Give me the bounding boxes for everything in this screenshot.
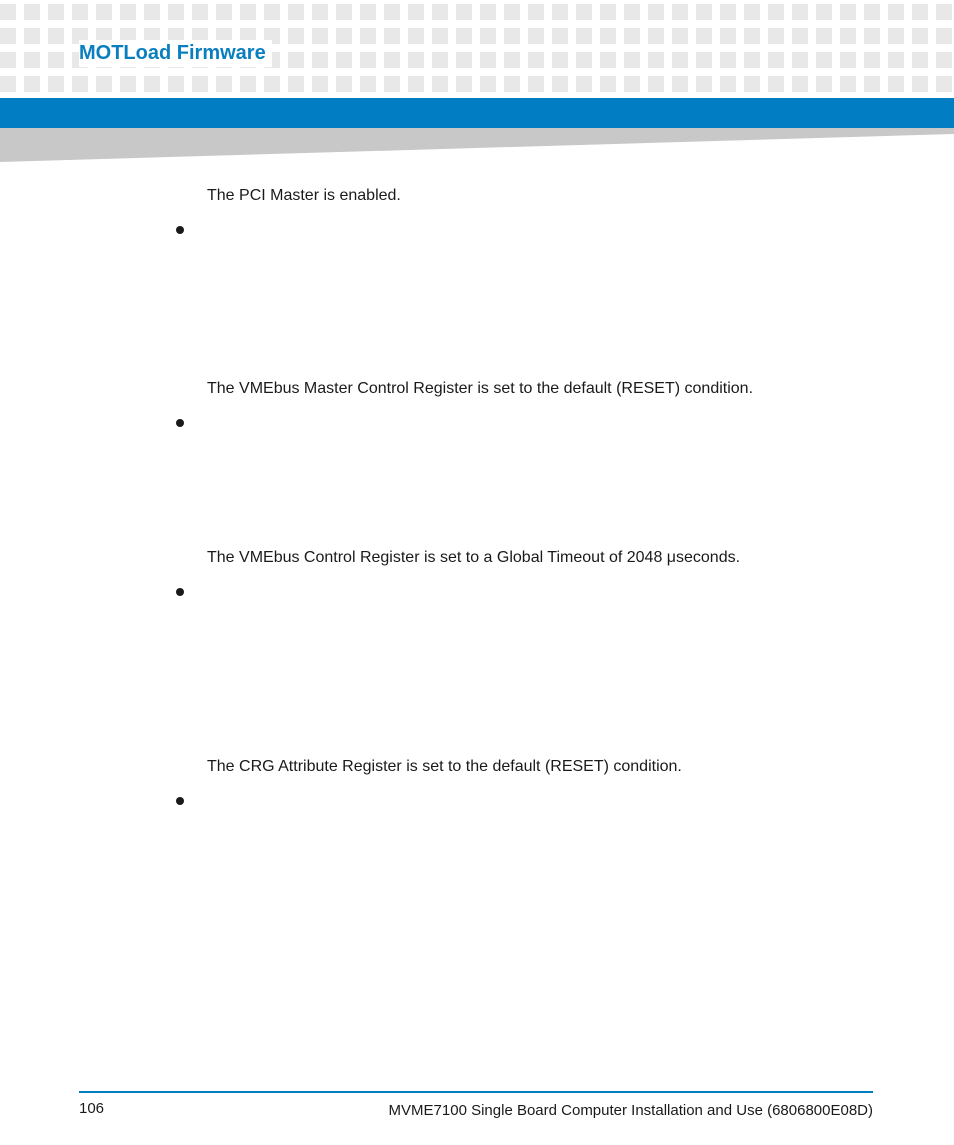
header-blue-bar: [0, 98, 954, 128]
bullet-point: [176, 419, 184, 427]
page-number: 106: [79, 1100, 105, 1117]
document-title: MVME7100 Single Board Computer Installation and Use (6806800E08D): [388, 1102, 873, 1119]
bullet-point: [176, 797, 184, 805]
header-gray-wedge: [0, 128, 954, 164]
paragraph-vme-control-timeout: The VMEbus Control Register is set to a Global Timeout of 2048 μseconds.: [207, 549, 741, 566]
paragraph-pci-master: The PCI Master is enabled.: [207, 187, 401, 204]
bullet-point: [176, 226, 184, 234]
paragraph-vme-master-control: The VMEbus Master Control Register is set to the default (RESET) condition.: [207, 380, 754, 397]
paragraph-crg-attribute: The CRG Attribute Register is set to the default (RESET) condition.: [207, 758, 682, 775]
footer-rule: [79, 1091, 873, 1093]
bullet-point: [176, 588, 184, 596]
section-title: MOTLoad Firmware: [79, 40, 272, 67]
